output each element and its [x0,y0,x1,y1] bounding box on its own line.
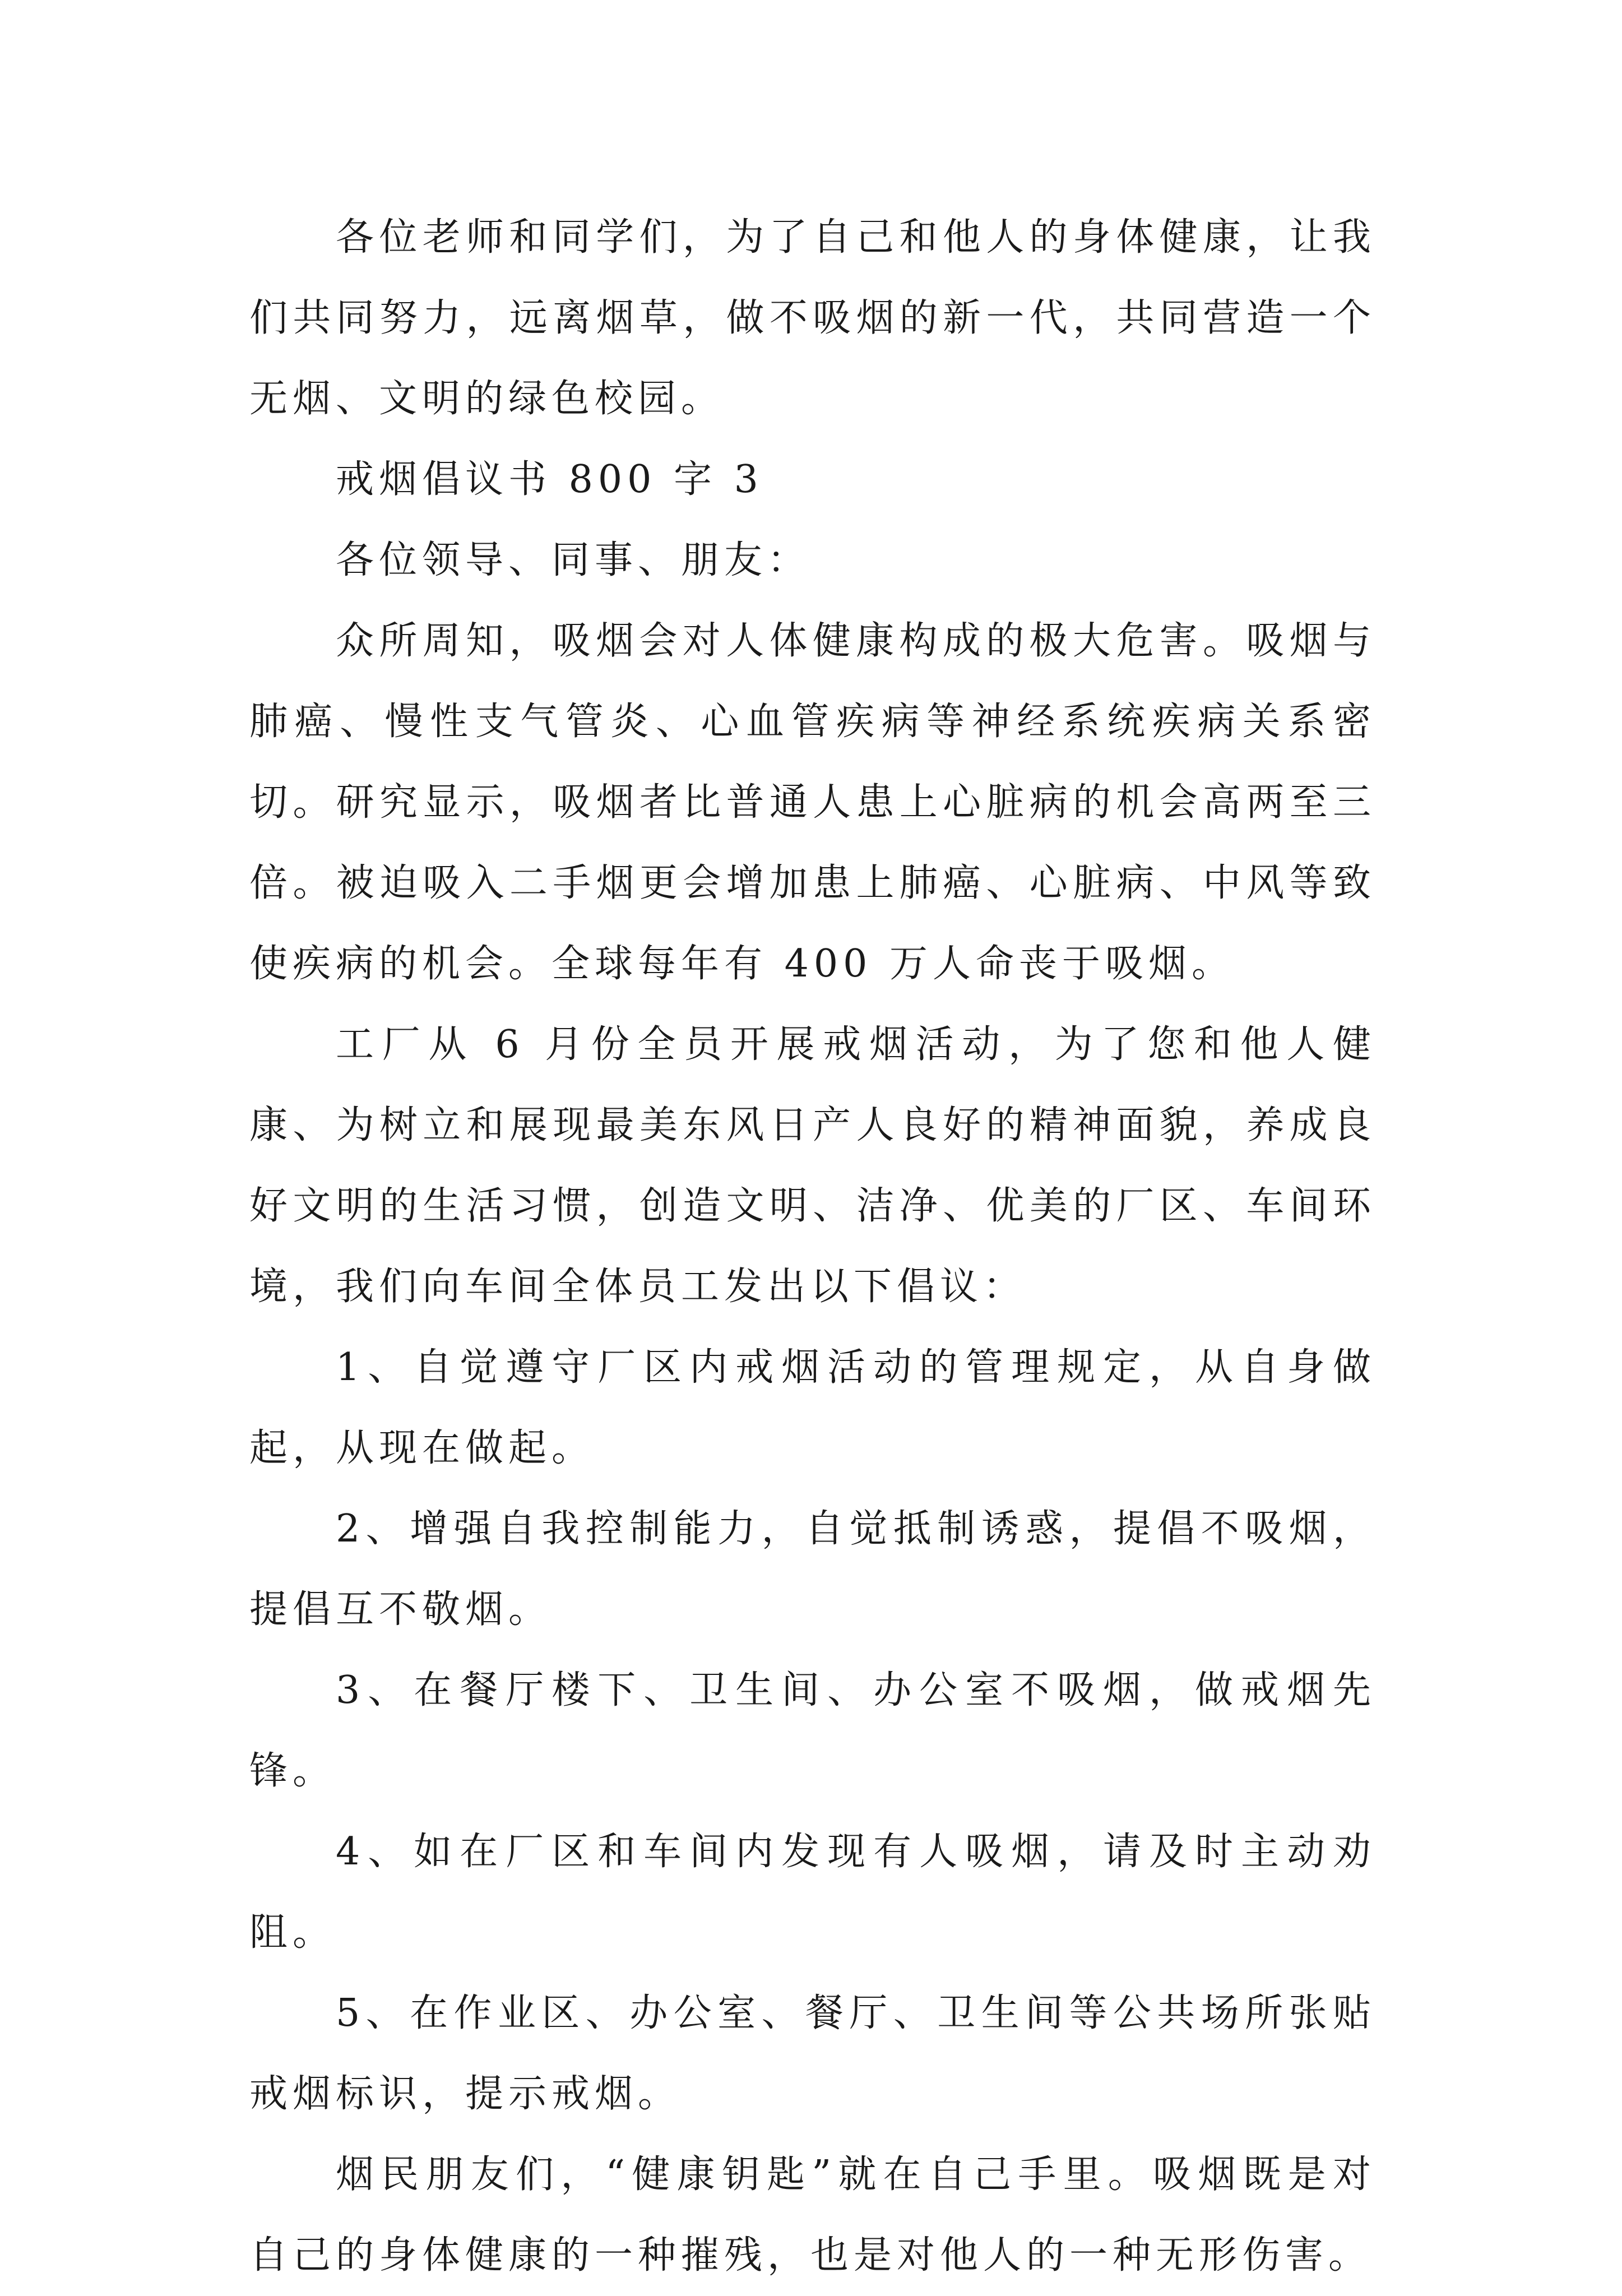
proposal-item-4: 4、如在厂区和车间内发现有人吸烟，请及时主动劝阻。 [249,1830,1376,1955]
proposal-item-2: 2、增强自我控制能力，自觉抵制诱惑，提倡不吸烟，提倡互不敬烟。 [249,1507,1376,1632]
paragraph-health-risks: 众所周知，吸烟会对人体健康构成的极大危害。吸烟与肺癌、慢性支气管炎、心血管疾病等神经系统疾病关系密切。研究显示，吸烟者比普通人患上心脏病的机会高两至三倍。被迫吸入二手烟更会增加患上肺癌、心脏病、中风等致使疾病的机会。全球每年有 400 万人命丧于吸烟。 [249,619,1376,986]
salutation: 各位领导、同事、朋友： [336,538,811,582]
section-title: 戒烟倡议书 800 字 3 [336,457,763,502]
proposal-item-3: 3、在餐厅楼下、卫生间、办公室不吸烟，做戒烟先锋。 [249,1668,1376,1793]
document-body [249,197,1376,2296]
paragraph-closing-appeal: 各位老师和同学们，为了自己和他人的身体健康，让我们共同努力，远离烟草，做不吸烟的新一代，共同营造一个无烟、文明的绿色校园。 [249,215,1376,421]
paragraph-campaign-intro: 工厂从 6 月份全员开展戒烟活动，为了您和他人健康、为树立和展现最美东风日产人良好的精神面貌，养成良好文明的生活习惯，创造文明、洁净、优美的厂区、车间环境，我们向车间全体员工发出以下倡议： [249,1022,1376,1309]
proposal-item-5: 5、在作业区、办公室、餐厅、卫生间等公共场所张贴戒烟标识，提示戒烟。 [249,1991,1376,2116]
proposal-item-1: 1、自觉遵守厂区内戒烟活动的管理规定，从自身做起，从现在做起。 [249,1345,1376,1470]
paragraph-smokers-appeal: 烟民朋友们，“健康钥匙”就在自己手里。吸烟既是对自己的身体健康的一种摧残，也是对他人的一种无形伤害。 [249,2152,1376,2278]
